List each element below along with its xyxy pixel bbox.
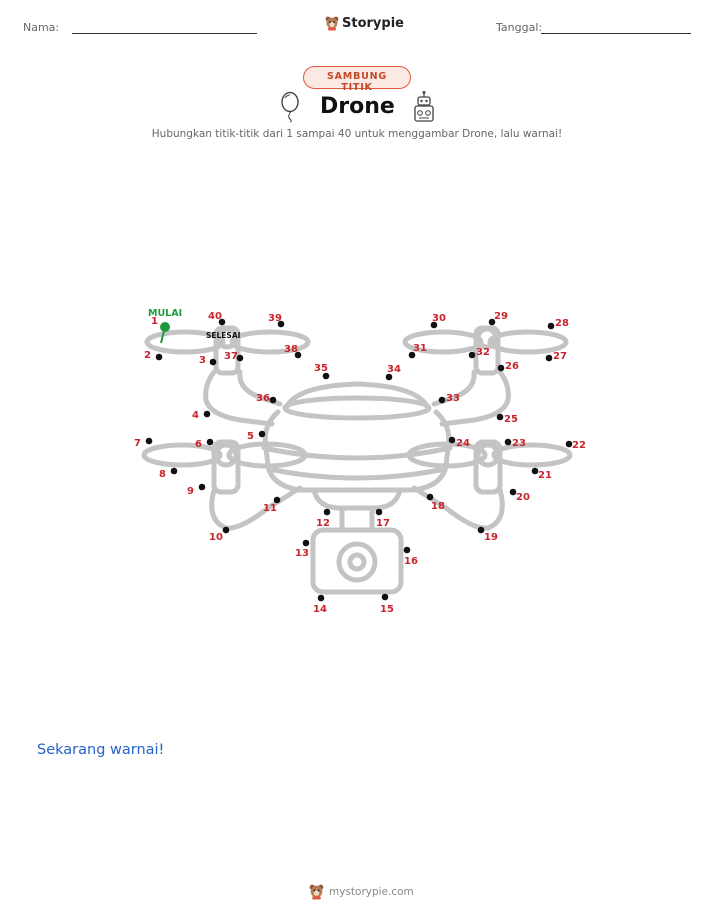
dot-28 <box>548 323 555 330</box>
dot-number-9: 9 <box>187 486 194 497</box>
page-title: Drone <box>320 94 395 119</box>
dot-number-20: 20 <box>516 492 530 503</box>
dot-number-5: 5 <box>247 431 254 442</box>
dot-17 <box>376 509 383 516</box>
dot-number-16: 16 <box>404 556 418 567</box>
name-label: Nama: <box>23 21 60 34</box>
dot-number-4: 4 <box>192 410 199 421</box>
dot-32 <box>469 352 476 359</box>
brand-name: Storypie <box>342 15 404 31</box>
dot-number-2: 2 <box>144 350 151 361</box>
dot-number-8: 8 <box>159 469 166 480</box>
dot-number-40: 40 <box>208 311 222 322</box>
dot-9 <box>199 484 206 491</box>
dot-36 <box>270 397 277 404</box>
dot-number-14: 14 <box>313 604 327 615</box>
dot-number-32: 32 <box>476 347 490 358</box>
dot-number-37: 37 <box>224 351 238 362</box>
dot-10 <box>223 527 230 534</box>
dot-number-34: 34 <box>387 364 401 375</box>
color-now-heading: Sekarang warnai! <box>37 742 165 758</box>
dot-number-6: 6 <box>195 439 202 450</box>
start-label: MULAI <box>148 308 183 319</box>
dot-18 <box>427 494 434 501</box>
dot-number-31: 31 <box>413 343 427 354</box>
dot-number-24: 24 <box>456 438 470 449</box>
footer <box>309 884 414 900</box>
dot-number-36: 36 <box>256 393 270 404</box>
dot-7 <box>146 438 153 445</box>
dot-27 <box>546 355 553 362</box>
dot-12 <box>324 509 331 516</box>
dot-number-28: 28 <box>555 318 569 329</box>
dot-6 <box>207 439 214 446</box>
dot-number-30: 30 <box>432 313 446 324</box>
finish-label: SELESAI <box>206 331 241 340</box>
dot-2 <box>156 354 163 361</box>
activity-badge: SAMBUNG TITIK <box>303 66 411 89</box>
dot-8 <box>171 468 178 475</box>
dot-16 <box>404 547 411 554</box>
dot-23 <box>505 439 512 446</box>
dot-number-33: 33 <box>446 393 460 404</box>
dot-number-18: 18 <box>431 501 445 512</box>
instructions: Hubungkan titik-titik dari 1 sampai 40 untuk menggambar Drone, lalu warnai! <box>151 128 563 140</box>
footer-url[interactable]: mystorypie.com <box>329 886 414 898</box>
dot-25 <box>497 414 504 421</box>
dot-4 <box>204 411 211 418</box>
dot-number-13: 13 <box>295 548 309 559</box>
dot-5 <box>259 431 266 438</box>
dot-number-25: 25 <box>504 414 518 425</box>
dot-number-7: 7 <box>134 438 141 449</box>
dot-number-39: 39 <box>268 313 282 324</box>
dot-number-19: 19 <box>484 532 498 543</box>
dot-number-12: 12 <box>316 518 330 529</box>
dot-26 <box>498 365 505 372</box>
dot-number-29: 29 <box>494 311 508 322</box>
dot-number-11: 11 <box>263 503 277 514</box>
dot-number-22: 22 <box>572 440 586 451</box>
dot-24 <box>449 437 456 444</box>
dot-number-35: 35 <box>314 363 328 374</box>
dot-14 <box>318 595 325 602</box>
dot-number-17: 17 <box>376 518 390 529</box>
dot-3 <box>210 359 217 366</box>
dot-number-15: 15 <box>380 604 394 615</box>
dot-15 <box>382 594 389 601</box>
dot-33 <box>439 397 446 404</box>
dot-number-1: 1 <box>151 316 158 327</box>
dot-number-10: 10 <box>209 532 223 543</box>
bear-mascot-icon <box>309 884 324 900</box>
date-label: Tanggal: <box>496 21 543 34</box>
dot-number-21: 21 <box>538 470 552 481</box>
dot-number-3: 3 <box>199 355 206 366</box>
dot-13 <box>303 540 310 547</box>
dot-number-26: 26 <box>505 361 519 372</box>
dot-number-38: 38 <box>284 344 298 355</box>
dot-number-27: 27 <box>553 351 567 362</box>
dot-number-23: 23 <box>512 438 526 449</box>
